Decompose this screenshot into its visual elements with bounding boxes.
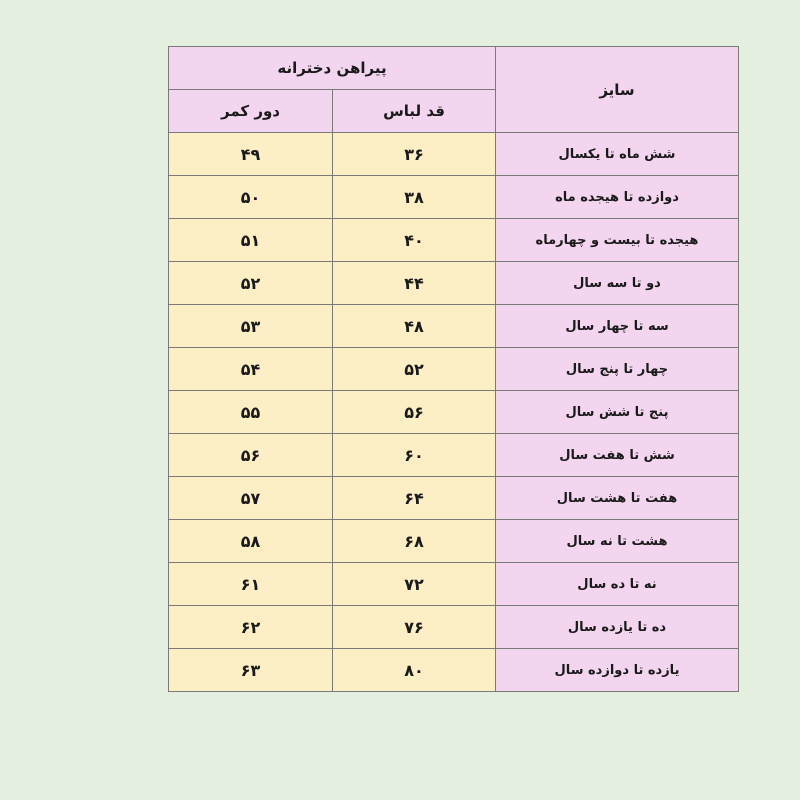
waist-cell: ۵۸: [169, 520, 333, 563]
length-cell: ۴۴: [333, 262, 496, 305]
size-label-cell: شش تا هفت سال: [496, 434, 739, 477]
waist-cell: ۵۲: [169, 262, 333, 305]
size-label-cell: نه تا ده سال: [496, 563, 739, 606]
waist-header: دور کمر: [169, 90, 333, 133]
size-label-cell: هیجده تا بیست و چهارماه: [496, 219, 739, 262]
table-row: [169, 520, 739, 563]
waist-cell: ۵۴: [169, 348, 333, 391]
table-row: [169, 434, 739, 477]
length-cell: ۷۲: [333, 563, 496, 606]
table-row: [169, 563, 739, 606]
length-cell: ۵۲: [333, 348, 496, 391]
length-cell: ۶۰: [333, 434, 496, 477]
length-cell: ۸۰: [333, 649, 496, 692]
table-row: [169, 305, 739, 348]
waist-cell: ۵۶: [169, 434, 333, 477]
table-row: [169, 477, 739, 520]
waist-cell: ۵۱: [169, 219, 333, 262]
waist-cell: ۶۱: [169, 563, 333, 606]
size-chart-table: [168, 46, 739, 692]
length-cell: ۴۰: [333, 219, 496, 262]
girls-dress-header: پیراهن دخترانه: [169, 47, 496, 90]
length-cell: ۴۸: [333, 305, 496, 348]
table-row: [169, 391, 739, 434]
size-label-cell: دو تا سه سال: [496, 262, 739, 305]
waist-cell: ۵۰: [169, 176, 333, 219]
size-label-cell: چهار تا پنج سال: [496, 348, 739, 391]
size-label-cell: شش ماه تا یکسال: [496, 133, 739, 176]
size-header: سایز: [496, 47, 739, 133]
table-row: [169, 133, 739, 176]
header-row-group: [169, 47, 739, 90]
length-cell: ۷۶: [333, 606, 496, 649]
table-row: [169, 649, 739, 692]
table-row: [169, 606, 739, 649]
table-row: [169, 176, 739, 219]
size-label-cell: یازده تا دوازده سال: [496, 649, 739, 692]
length-cell: ۶۸: [333, 520, 496, 563]
waist-cell: ۴۹: [169, 133, 333, 176]
size-label-cell: دوازده تا هیجده ماه: [496, 176, 739, 219]
size-label-cell: پنج تا شش سال: [496, 391, 739, 434]
length-cell: ۶۴: [333, 477, 496, 520]
length-header: قد لباس: [333, 90, 496, 133]
table-row: [169, 348, 739, 391]
waist-cell: ۵۷: [169, 477, 333, 520]
table-row: [169, 262, 739, 305]
size-label-cell: ده تا یازده سال: [496, 606, 739, 649]
size-label-cell: هفت تا هشت سال: [496, 477, 739, 520]
waist-cell: ۶۲: [169, 606, 333, 649]
size-label-cell: هشت تا نه سال: [496, 520, 739, 563]
length-cell: ۳۸: [333, 176, 496, 219]
length-cell: ۳۶: [333, 133, 496, 176]
size-label-cell: سه تا چهار سال: [496, 305, 739, 348]
table-row: [169, 219, 739, 262]
waist-cell: ۵۳: [169, 305, 333, 348]
waist-cell: ۵۵: [169, 391, 333, 434]
length-cell: ۵۶: [333, 391, 496, 434]
waist-cell: ۶۳: [169, 649, 333, 692]
